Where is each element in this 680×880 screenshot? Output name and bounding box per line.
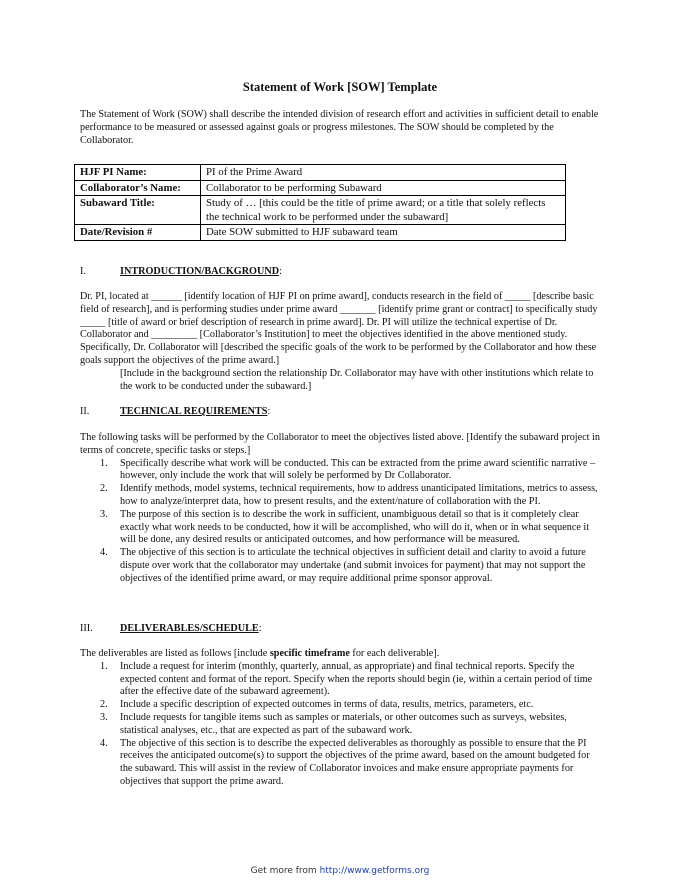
table-value: Collaborator to be performing Subaward <box>201 180 566 196</box>
table-label: HJF PI Name: <box>75 165 201 181</box>
section-title: TECHNICAL REQUIREMENTS <box>120 406 268 417</box>
table-value: PI of the Prime Award <box>201 165 566 181</box>
deliverable-list <box>80 661 600 789</box>
section-number: I. <box>80 266 86 277</box>
table-row <box>75 196 566 225</box>
table-row <box>75 165 566 181</box>
section-title-suffix: : <box>279 266 282 277</box>
body-paragraph: Dr. PI, located at ______ [identify location of HJF PI on prime award], conducts research in the field of _____ [describe basic field of research], and is performing studies under prime award _______ [identify prime grant or contract] to specifically study _____ [title of award or brief description of research in prime award]. Dr. PI will utilize the technical expertise of Dr. Collaborator and _________ [Collaborator’s Institution] to meet the objectives identified in the above mentioned study. Specifically, Dr. Collaborator will [described the specific goals of the work to be performed by the Collaborator and how these goals support the objectives of the prime award.] <box>80 291 598 366</box>
list-item: 3. The purpose of this section is to describe the work in sufficient, unambiguous detail so that is it completely clear exactly what work needs to be conducted, how it will be accomplished, who will do it, when or in what sequence it will be done, any desired results or anticipated outcomes, and how performance will be measured. <box>100 508 590 546</box>
section-heading-introduction <box>80 266 282 277</box>
body-paragraph: The deliverables are listed as follows [include specific timeframe for each deliverable]. <box>80 648 440 659</box>
section-title: INTRODUCTION/BACKGROUND <box>120 266 280 277</box>
section-number: II. <box>80 406 90 417</box>
emphasis-text: specific timeframe <box>269 648 350 659</box>
section-body-introduction <box>80 291 600 393</box>
list-item: 3. Include requests for tangible items such as samples or materials, or other outcomes such as surveys, websites, statistical analyses, etc., that are expected as part of the subaward work. <box>100 711 567 736</box>
table-value: Study of … [this could be the title of prime award; or a title that solely reflects the technical work to be performed under the subaward] <box>201 196 566 225</box>
table-label: Date/Revision # <box>75 225 201 241</box>
table-row <box>75 225 566 241</box>
section-title: DELIVERABLES/SCHEDULE <box>120 623 259 634</box>
page-footer: Get more from http://www.getforms.org <box>250 866 430 876</box>
list-item: 4. The objective of this section is to describe the expected deliverables as thoroughly as possible to ensure that the PI receives the anticipated outcome(s) to support the objectives of the prime award, based on the amount budgeted for the subaward. This will assist in the review of Collaborator invoices and make ensure appropriate payments for objectives that support the prime award. <box>100 737 590 787</box>
section-number: III. <box>80 623 93 634</box>
section-title-suffix: : <box>267 406 271 417</box>
section-heading-technical <box>80 406 270 417</box>
footer-link[interactable]: http://www.getforms.org <box>319 866 430 876</box>
list-item: 1. Include a request for interim (monthly, quarterly, annual, as appropriate) and final technical reports. Specify the expected content and format of the report. Specify when the reports should begin (ie, within a certain period of time after the effective date of the subaward agreement). <box>100 660 593 698</box>
body-paragraph: The following tasks will be performed by the Collaborator to meet the objectives listed above. [Identify the subaward project in terms of concrete, specific tasks or steps.] <box>80 432 600 456</box>
list-item: 4. The objective of this section is to articulate the technical objectives in sufficient detail and clarity to avoid a future dispute over work that the collaborator may undertake (and submit invoices for payment) that may not support the objectives of the identified prime award, or may require additional prime sponsor approval. <box>100 547 586 584</box>
task-list <box>80 458 600 586</box>
table-value: Date SOW submitted to HJF subaward team <box>201 225 566 241</box>
sow-info-table <box>74 164 566 241</box>
intro-paragraph: The Statement of Work (SOW) shall describe the intended division of research effort and activities in sufficient detail to enable performance to be measured or assessed against goals or progress milestones. The SOW should be completed by the Collaborator. <box>80 109 599 146</box>
list-item: 1. Specifically describe what work will be conducted. This can be extracted from the prime award scientific narrative – however, only include the work that will solely be performed by Dr Collaborator. <box>100 457 596 482</box>
list-item: 2. Identify methods, model systems, technical requirements, how to address unanticipated limitations, metrics to assess, how to analyze/interpret data, how to present results, and the extent/nature of collaboration with the PI. <box>100 483 598 507</box>
table-label: Collaborator’s Name: <box>75 180 201 196</box>
section-body-technical <box>80 432 600 586</box>
document-title: Statement of Work [SOW] Template <box>242 80 438 94</box>
table-label: Subaward Title: <box>75 196 201 225</box>
section-title-suffix: : <box>258 623 262 634</box>
body-paragraph: [Include in the background section the relationship Dr. Collaborator may have with other institutions which relate to the work to be conducted under the subaward.] <box>120 367 594 392</box>
list-item: 2. Include a specific description of expected outcomes in terms of data, results, metrics, parameters, etc. <box>100 699 534 711</box>
section-body-deliverables <box>80 648 600 789</box>
table-row <box>75 180 566 196</box>
section-heading-deliverables <box>80 623 262 634</box>
